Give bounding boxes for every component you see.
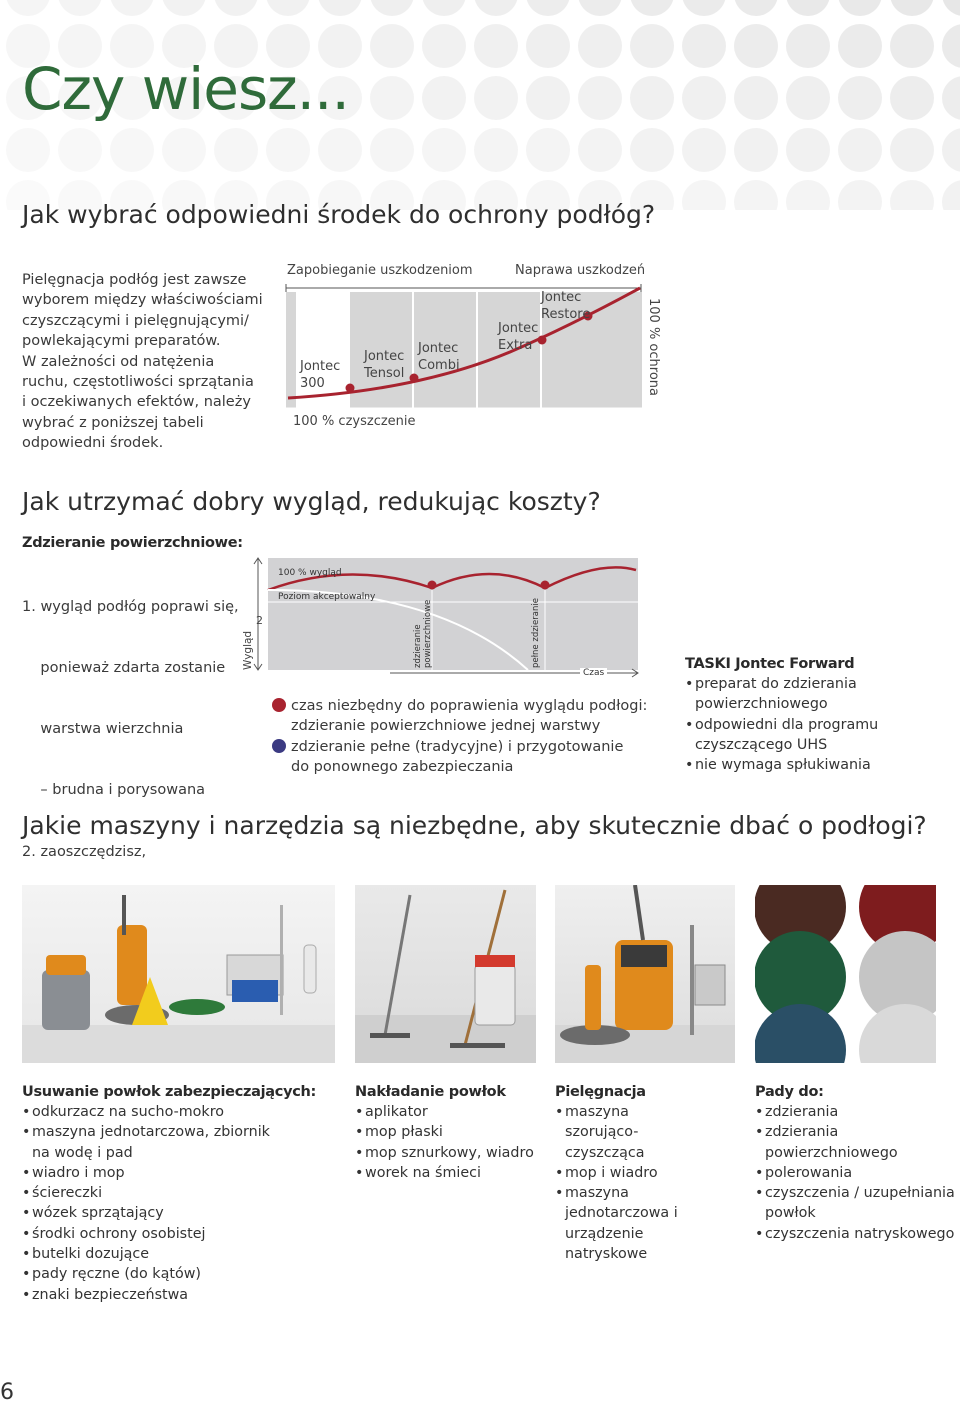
decorative-dot <box>162 0 206 16</box>
decorative-dot <box>526 24 570 68</box>
decorative-dot <box>214 128 258 172</box>
decorative-dot <box>890 128 934 172</box>
intro-line: czyszczącymi i pielęgnującymi/ <box>22 312 249 329</box>
column-stripping <box>22 1084 322 1305</box>
decorative-dot <box>318 0 362 16</box>
intro-line: W zależności od natężenia <box>22 353 215 370</box>
intro-line: ruchu, częstotliwości sprzątania <box>22 374 254 391</box>
decorative-dot <box>786 180 830 210</box>
decorative-dot <box>526 76 570 120</box>
label-cleaning: 100 % czyszczenie <box>293 414 416 429</box>
decorative-dot <box>630 76 674 120</box>
column-item: • znaki bezpieczeństwa <box>22 1285 277 1305</box>
label-jontec-300 <box>300 358 340 392</box>
decorative-dot <box>682 0 726 16</box>
stripping-line: – brudna i porysowana <box>22 782 206 799</box>
label-protection-text: 100 % ochrona <box>646 298 661 396</box>
column-item: • butelki dozujące <box>22 1244 277 1264</box>
column-item: • mop płaski <box>355 1122 550 1142</box>
label-full-strip <box>531 598 545 670</box>
decorative-dot <box>6 128 50 172</box>
product-name: Jontec <box>418 341 459 356</box>
decorative-dot <box>266 0 310 16</box>
y-axis-tick: 2 <box>256 614 263 627</box>
product-name: Jontec <box>364 349 405 364</box>
product-variant: 300 <box>300 376 325 391</box>
column-coating <box>355 1084 550 1183</box>
decorative-dot <box>58 128 102 172</box>
column-title: Pady do: <box>755 1084 824 1100</box>
column-item: • wózek sprzątający <box>22 1203 277 1223</box>
stripping-equipment-illustration <box>22 885 335 1063</box>
legend-blue-text: zdzieranie pełne (tradycyjne) i przygotowanie <box>291 738 624 755</box>
section-heading-choose-product: Jak wybrać odpowiedni środek do ochrony podłóg? <box>22 200 656 229</box>
decorative-dot <box>422 128 466 172</box>
column-item: • odkurzacz na sucho-mokro <box>22 1102 277 1122</box>
decorative-dot <box>682 128 726 172</box>
legend-blue-line2: do ponownego zabezpieczania <box>291 759 514 776</box>
photo-maintenance-machines <box>555 885 735 1063</box>
decorative-dot <box>942 0 960 16</box>
decorative-dot <box>474 128 518 172</box>
decorative-dot <box>578 76 622 120</box>
stripping-line: warstwa wierzchnia <box>22 721 184 738</box>
product-variant: Restore <box>541 307 591 322</box>
y-axis-label <box>242 618 256 678</box>
decorative-dot <box>370 24 414 68</box>
column-list <box>355 1102 550 1183</box>
label-partial-strip <box>413 599 433 670</box>
column-item: • maszyna jednotarczowa, zbiornik na wodę i pad <box>22 1122 277 1163</box>
decorative-dot <box>6 0 50 16</box>
decorative-dot <box>526 0 570 16</box>
product-name: Jontec <box>498 321 539 336</box>
column-list <box>755 1102 955 1244</box>
decorative-dot <box>838 180 882 210</box>
chart-legend <box>272 696 652 778</box>
section-heading-machines-tools: Jakie maszyny i narzędzia są niezbędne, aby skutecznie dbać o podłogi? <box>22 811 927 840</box>
decorative-dot <box>578 128 622 172</box>
column-title: Usuwanie powłok zabezpieczających: <box>22 1084 317 1100</box>
column-item: • środki ochrony osobistej <box>22 1224 277 1244</box>
decorative-dot <box>734 128 778 172</box>
label-acceptable-level: Poziom akceptowalny <box>278 592 376 602</box>
decorative-dot <box>786 76 830 120</box>
decorative-dot <box>734 76 778 120</box>
product-variant: Extra <box>498 338 533 353</box>
decorative-dot <box>838 24 882 68</box>
decorative-dot <box>890 76 934 120</box>
product-name: Jontec <box>541 290 582 305</box>
photo-stripping-equipment <box>22 885 335 1063</box>
stripping-subheading: Zdzieranie powierzchniowe: <box>22 535 243 551</box>
column-item: • polerowania <box>755 1163 955 1183</box>
decorative-dot <box>942 128 960 172</box>
decorative-dot <box>682 24 726 68</box>
page-title: Czy wiesz... <box>22 55 349 123</box>
photo-floor-pads <box>755 885 936 1063</box>
coating-application-illustration <box>355 885 536 1063</box>
stripping-line: ponieważ zdarta zostanie <box>22 660 226 677</box>
intro-line: odpowiedni środek. <box>22 435 164 452</box>
decorative-dot <box>630 128 674 172</box>
column-title: Pielęgnacja <box>555 1084 646 1100</box>
y-axis-label-text: Wygląd <box>242 630 254 670</box>
intro-line: powlekającymi preparatów. <box>22 333 221 350</box>
column-care <box>555 1084 715 1264</box>
column-item: • maszyna szorująco-czyszcząca <box>555 1102 705 1163</box>
label-partial-strip-text: zdzieranie powierzchniowe <box>413 599 433 668</box>
decorative-dot <box>786 128 830 172</box>
floor-pads-illustration <box>755 885 936 1063</box>
decorative-dot <box>370 0 414 16</box>
decorative-dot <box>578 24 622 68</box>
column-item: • ściereczki <box>22 1183 277 1203</box>
column-item: • wiadro i mop <box>22 1163 277 1183</box>
label-protection-vertical <box>645 298 665 398</box>
decorative-dot <box>370 128 414 172</box>
intro-line: i oczekiwanych efektów, należy <box>22 394 251 411</box>
stripping-line: 2. zaoszczędzisz, <box>22 843 147 860</box>
product-box-bullet: • preparat do zdzierania powierzchniowego <box>685 674 895 715</box>
legend-red-line2: zdzieranie powierzchniowe jednej warstwy <box>291 718 601 735</box>
column-item: • mop sznurkowy, wiadro <box>355 1143 550 1163</box>
product-box-title: TASKI Jontec Forward <box>685 656 855 672</box>
appearance-chart <box>240 550 640 690</box>
red-dot-icon <box>272 698 286 712</box>
product-name: Jontec <box>300 359 341 374</box>
page-number: 6 <box>0 1380 14 1405</box>
intro-line: Pielęgnacja podłóg jest zawsze <box>22 272 247 288</box>
decorative-dot <box>734 180 778 210</box>
decorative-dot <box>942 180 960 210</box>
blue-dot-icon <box>272 739 286 753</box>
decorative-dot <box>474 24 518 68</box>
point-jontec-combi <box>410 374 419 383</box>
column-item: • zdzierania powierzchniowego <box>755 1122 955 1163</box>
decorative-dot <box>630 24 674 68</box>
label-full-strip-text: pełne zdzieranie <box>531 598 541 668</box>
point-jontec-tensol <box>346 384 355 393</box>
decorative-dot <box>734 0 778 16</box>
decorative-dot <box>890 24 934 68</box>
column-item: • worek na śmieci <box>355 1163 550 1183</box>
column-title: Nakładanie powłok <box>355 1084 506 1100</box>
positioning-graphic <box>280 260 680 440</box>
floor-pad <box>859 1004 936 1063</box>
product-box-bullets <box>685 674 895 775</box>
legend-red-line1 <box>272 696 652 716</box>
decorative-dot <box>890 180 934 210</box>
intro-line: wyborem między właściwościami <box>22 292 263 309</box>
column-item: • maszyna jednotarczowa i urządzenie natryskowe <box>555 1183 705 1264</box>
decorative-dot <box>110 128 154 172</box>
product-positioning-diagram <box>280 260 680 440</box>
decorative-dot <box>422 76 466 120</box>
decorative-dot <box>786 24 830 68</box>
decorative-dot <box>942 24 960 68</box>
photo-coating-application <box>355 885 536 1063</box>
decorative-dot <box>162 128 206 172</box>
point-partial-strip-2 <box>541 581 550 590</box>
label-jontec-extra <box>498 320 538 354</box>
decorative-dot <box>838 128 882 172</box>
decorative-dot <box>266 128 310 172</box>
label-repair: Naprawa uszkodzeń <box>515 263 646 278</box>
decorative-dot <box>682 76 726 120</box>
decorative-dot <box>838 76 882 120</box>
decorative-dot <box>422 24 466 68</box>
product-box-bullet: • odpowiedni dla programu czyszczącego UHS <box>685 715 895 756</box>
product-box-taski-jontec-forward <box>685 656 955 775</box>
floor-pad <box>755 1004 846 1063</box>
legend-blue-line1 <box>272 737 652 757</box>
decorative-dot <box>838 0 882 16</box>
decorative-dot <box>318 128 362 172</box>
label-full-appearance: 100 % wygląd <box>278 568 342 578</box>
point-partial-strip-1 <box>428 581 437 590</box>
decorative-dot <box>214 0 258 16</box>
section-heading-reduce-costs: Jak utrzymać dobry wygląd, redukując koszty? <box>22 487 601 516</box>
decorative-dot <box>578 0 622 16</box>
decorative-dot <box>110 0 154 16</box>
decorative-dot <box>682 180 726 210</box>
product-variant: Combi <box>418 358 460 373</box>
legend-red-text: czas niezbędny do poprawienia wyglądu podłogi: <box>291 698 648 714</box>
column-list <box>555 1102 705 1264</box>
intro-paragraph <box>22 270 272 454</box>
column-item: • czyszczenia natryskowego <box>755 1224 955 1244</box>
decorative-dot <box>630 0 674 16</box>
column-list <box>22 1102 277 1305</box>
column-item: • aplikator <box>355 1102 550 1122</box>
decorative-dot <box>526 128 570 172</box>
maintenance-machines-illustration <box>555 885 735 1063</box>
product-box-bullet: • nie wymaga spłukiwania <box>685 755 895 775</box>
decorative-dot <box>890 0 934 16</box>
stripping-line: 1. wygląd podłóg poprawi się, <box>22 598 239 615</box>
point-jontec-extra <box>538 336 547 345</box>
decorative-dot <box>942 76 960 120</box>
x-axis-label: Czas <box>580 668 607 678</box>
label-jontec-combi <box>418 340 460 374</box>
decorative-dot <box>370 76 414 120</box>
column-item: • zdzierania <box>755 1102 955 1122</box>
decorative-dot <box>786 0 830 16</box>
column-pads <box>755 1084 955 1244</box>
decorative-dot <box>734 24 778 68</box>
column-item: • mop i wiadro <box>555 1163 705 1183</box>
label-prevention: Zapobieganie uszkodzeniom <box>287 263 473 278</box>
label-jontec-tensol <box>364 348 404 382</box>
column-item: • pady ręczne (do kątów) <box>22 1264 277 1284</box>
intro-line: wybrać z poniższej tabeli <box>22 414 204 431</box>
bar-jontec-300 <box>286 292 296 408</box>
label-jontec-restore <box>541 289 590 323</box>
decorative-dot <box>422 0 466 16</box>
decorative-dot <box>474 76 518 120</box>
decorative-dot <box>58 0 102 16</box>
product-variant: Tensol <box>364 366 405 381</box>
column-item: • czyszczenia / uzupełniania powłok <box>755 1183 955 1224</box>
decorative-dot <box>474 0 518 16</box>
